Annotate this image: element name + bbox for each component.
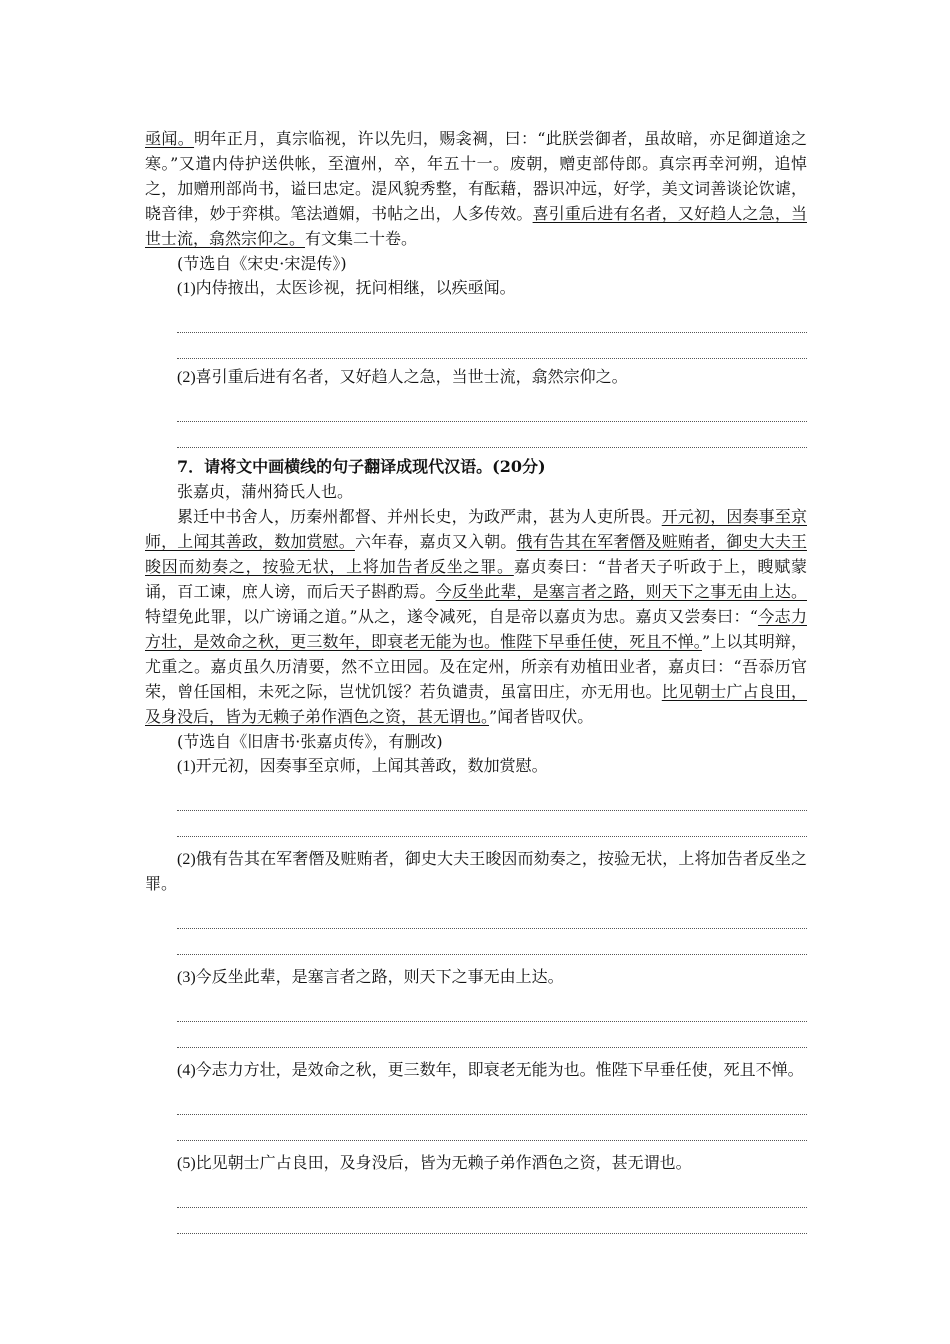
answer-line[interactable] (177, 929, 807, 955)
question-7-3: (3)今反坐此辈，是塞言者之路，则天下之事无由上达。 (177, 969, 564, 986)
answer-line[interactable] (177, 996, 807, 1022)
answer-line[interactable] (177, 811, 807, 837)
answer-area[interactable] (177, 1089, 807, 1141)
question-7-5: (5)比见朝士广占良田，及身没后，皆为无赖子弟作酒色之资，甚无谓也。 (177, 1155, 692, 1172)
passage-jiu-tang-shu: 累迁中书舍人，历秦州都督、并州长史，为政严肃，甚为人吏所畏。开元初，因奏事至京师，上闻其善政，数加赏慰。六年春，嘉贞又入朝。俄有告其在军奢僭及赃贿者，御史大夫王晙因而劾奏之，按验无状，上将加告者反坐之罪。嘉贞奏曰：“昔者天子听政于上，瞍赋蒙诵，百工谏，庶人谤，而后天子斟酌焉。今反坐此辈，是塞言者之路，则天下之事无由上达。特望免此罪，以广谤诵之道。”从之，遂令减死，自是帝以嘉贞为忠。嘉贞又尝奏曰：“今志力方壮，是效命之秋，更三数年，即衰老无能为也。惟陛下早垂任使，死且不惮。”上以其明辩，尤重之。嘉贞虽久历清要，然不立田园。及在定州，所亲有劝植田业者，嘉贞曰：“吾忝历官荣，曾任国相，未死之际，岂忧饥馁？若负谴责，虽富田庄，亦无用也。比见朝士广占良田，及身没后，皆为无赖子弟作酒色之资，甚无谓也。”闻者皆叹伏。 (145, 507, 807, 726)
answer-line[interactable] (177, 396, 807, 422)
underlined-sentence: 比见朝士广占良田，及身没后，皆为无赖子弟作酒色之资，甚无谓也。 (145, 682, 807, 726)
underlined-sentence: 开元初，因奏事至京师，上闻其善政，数加赏慰。 (145, 507, 807, 551)
underlined-sentence: 亟闻。 (145, 129, 195, 148)
passage-intro: 张嘉贞，蒲州猗氏人也。 (177, 482, 354, 501)
answer-area[interactable] (177, 903, 807, 955)
answer-area[interactable] (177, 396, 807, 448)
answer-area[interactable] (177, 1182, 807, 1234)
answer-line[interactable] (177, 785, 807, 811)
question-1-1: (1)内侍掖出，太医诊视，抚问相继，以疾亟闻。 (177, 280, 516, 297)
underlined-sentence: 俄有告其在军奢僭及赃贿者，御史大夫王晙因而劾奏之，按验无状，上将加告者反坐之罪。 (145, 532, 807, 576)
underlined-sentence: 喜引重后进有名者，又好趋人之急，当世士流，翕然宗仰之。 (145, 204, 807, 248)
answer-area[interactable] (177, 307, 807, 359)
question-7-title: 7．请将文中画横线的句子翻译成现代汉语。(20分) (177, 457, 546, 476)
source-citation: (节选自《旧唐书·张嘉贞传》，有删改) (177, 732, 443, 751)
source-citation: (节选自《宋史·宋湜传》) (177, 254, 347, 273)
answer-line[interactable] (177, 1115, 807, 1141)
answer-line[interactable] (177, 1208, 807, 1234)
answer-line[interactable] (177, 422, 807, 448)
question-1-2: (2)喜引重后进有名者，又好趋人之急，当世士流，翕然宗仰之。 (177, 369, 628, 386)
answer-area[interactable] (177, 996, 807, 1048)
underlined-sentence: 今志力方壮，是效命之秋，更三数年，即衰老无能为也。惟陛下早垂任使，死且不惮。 (145, 607, 807, 651)
answer-line[interactable] (177, 1022, 807, 1048)
underlined-sentence: 今反坐此辈，是塞言者之路，则天下之事无由上达。 (435, 582, 807, 601)
passage-song-shi: 亟闻。明年正月，真宗临视，许以先归，赐衾裯，曰：“此朕尝御者，虽故暗，亦足御道途之寒。”又遣内侍护送供帐，至澶州，卒，年五十一。废朝，赠吏部侍郎。真宗再幸河朔，追悼之，加赠刑部尚书，谥曰忠定。湜风貌秀整，有酝藉，器识冲远，好学，美文词善谈论饮谑，晓音律，妙于弈棋。笔法遒媚，书帖之出，人多传效。喜引重后进有名者，又好趋人之急，当世士流，翕然宗仰之。有文集二十卷。 (145, 129, 807, 248)
answer-area[interactable] (177, 785, 807, 837)
question-7-2: (2)俄有告其在军奢僭及赃贿者，御史大夫王晙因而劾奏之，按验无状，上将加告者反坐之罪。 (145, 851, 807, 893)
document-content (145, 126, 807, 1234)
question-7-1: (1)开元初，因奏事至京师，上闻其善政，数加赏慰。 (177, 758, 548, 775)
answer-line[interactable] (177, 307, 807, 333)
answer-line[interactable] (177, 333, 807, 359)
answer-line[interactable] (177, 1182, 807, 1208)
answer-line[interactable] (177, 1089, 807, 1115)
question-7-4: (4)今志力方壮，是效命之秋，更三数年，即衰老无能为也。惟陛下早垂任使，死且不惮。 (177, 1062, 804, 1079)
answer-line[interactable] (177, 903, 807, 929)
